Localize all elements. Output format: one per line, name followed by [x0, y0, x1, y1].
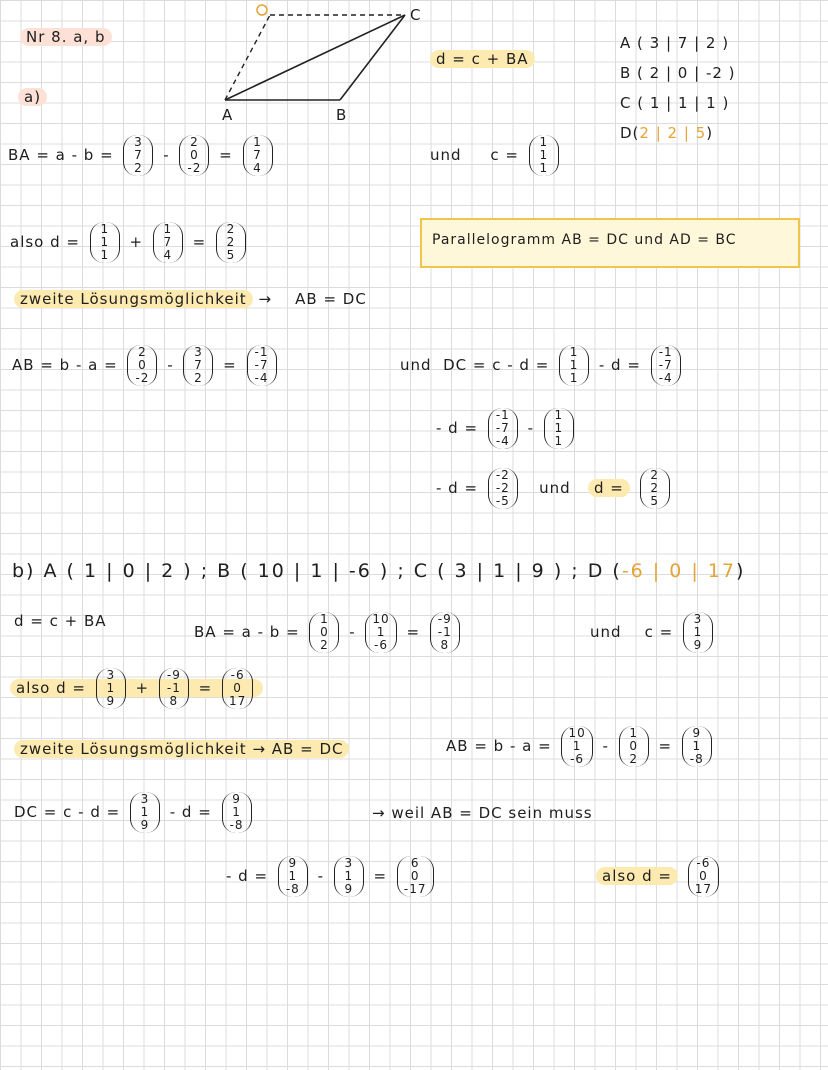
b-last-line: - d = 9 1 -8 - 3 1 9 = 6 0 -17 [226, 856, 438, 897]
b-line1-c: und c = 3 1 9 [590, 612, 717, 653]
a-line3: AB = b - a = 2 0 -2 - 3 7 2 = -1 -7 -4 [12, 345, 281, 386]
b-line2: also d = 3 1 9 + -9 -1 8 = -6 0 17 [10, 668, 263, 709]
label-b: B [336, 106, 348, 124]
formula-d: d = c + BA [430, 50, 535, 68]
b-alt-title: zweite Lösungsmöglichkeit → AB = DC [14, 740, 349, 758]
a-line1-c: und c = 1 1 1 [430, 135, 563, 176]
a-line1: BA = a - b = 3 7 2 - 2 0 -2 = 1 7 4 [8, 135, 277, 176]
a-alt-title: zweite Lösungsmöglichkeit → AB = DC [14, 290, 367, 308]
task-number: Nr 8. a, b [20, 28, 112, 46]
parallelogram-text: Parallelogramm AB = DC und AD = BC [432, 232, 737, 248]
b-last-also: also d = -6 0 17 [596, 856, 723, 897]
a-line3-dc: und DC = c - d = 1 1 1 - d = -1 -7 -4 [400, 345, 685, 386]
b-ab-line: AB = b - a = 10 1 -6 - 1 0 2 = 9 1 -8 [446, 726, 716, 767]
b-dc-line: DC = c - d = 3 1 9 - d = 9 1 -8 [14, 792, 256, 833]
a-line5: - d = -2 -2 -5 und d = 2 2 5 [436, 468, 674, 509]
b-line1: BA = a - b = 1 0 2 - 10 1 -6 = -9 -1 8 [194, 612, 464, 653]
a-line2: also d = 1 1 1 + 1 7 4 = 2 2 5 [10, 222, 250, 263]
label-a: A [222, 106, 234, 124]
b-dc-note: → weil AB = DC sein muss [372, 804, 593, 822]
a-line4: - d = -1 -7 -4 - 1 1 1 [436, 408, 578, 449]
b-line1-formula: d = c + BA [14, 612, 107, 630]
label-c: C [410, 6, 422, 24]
part-a-label: a) [18, 88, 47, 106]
given-points: A ( 3 | 7 | 2 ) B ( 2 | 0 | -2 ) C ( 1 | 1 | 1 ) D(2 | 2 | 5) [620, 34, 736, 142]
b-title: b) A ( 1 | 0 | 2 ) ; B ( 10 | 1 | -6 ) ; C ( 3 | 1 | 9 ) ; D (-6 | 0 | 17) [12, 560, 746, 582]
